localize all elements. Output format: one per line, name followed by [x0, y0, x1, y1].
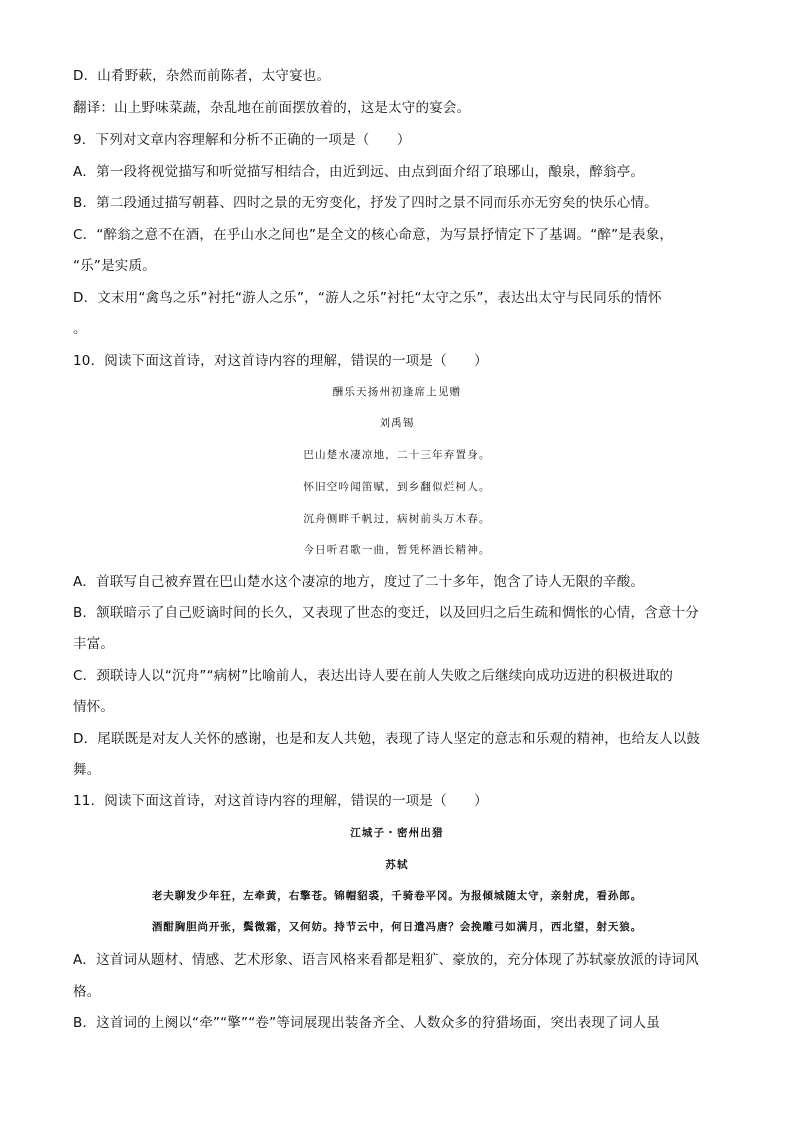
q11-poem-line: 老夫聊发少年狂，左牵黄，右擎苍。锦帽貂裘，千骑卷平冈。为报倾城随太守，亲射虎，看孙郎。: [151, 890, 643, 902]
q11-poem-title: 江城子・密州出猎: [350, 827, 444, 839]
q10-poem-line: 怀旧空吟闻笛赋，到乡翻似烂柯人。: [303, 481, 491, 493]
q11-option-b-line1: B．这首词的上阕以“牵”“擎”“卷”等词展现出装备齐全、人数众多的狩猎场面，突出表现了词人虽: [73, 1015, 660, 1031]
q11-stem: 11．阅读下面这首诗，对这首诗内容的理解，错误的一项是（ ）: [73, 793, 488, 809]
q10-poem-line: 沉舟侧畔千帆过，病树前头万木春。: [303, 513, 491, 525]
q9-option-a: A．第一段将视觉描写和听觉描写相结合，由近到远、由点到面介绍了琅琊山，酿泉，醉翁亭。: [73, 164, 645, 180]
q9-option-c-line2: “乐”是实质。: [73, 258, 156, 274]
q10-poem-title: 酬乐天扬州初逢席上见赠: [332, 386, 462, 398]
q10-option-c-line1: C．颈联诗人以“沉舟”“病树”比喻前人，表达出诗人要在前人失败之后继续向成功迈进的积极进取的: [73, 668, 674, 684]
q10-option-b-line2: 丰富。: [73, 636, 115, 652]
q11-option-a-line1: A．这首词从题材、情感、艺术形象、语言风格来看都是粗犷、豪放的，充分体现了苏轼豪放派的诗词风: [73, 952, 699, 968]
q10-option-c-line2: 情怀。: [73, 699, 115, 715]
q9-option-c-line1: C．“醉翁之意不在酒，在乎山水之间也”是全文的核心命意，为写景抒情定下了基调。“醉”是表象，: [73, 227, 674, 243]
q10-option-d-line1: D．尾联既是对友人关怀的感谢，也是和友人共勉，表现了诗人坚定的意志和乐观的精神，也给友人以鼓: [73, 731, 701, 747]
q9-option-b: B．第二段通过描写朝暮、四时之景的无穷变化，抒发了四时之景不同而乐亦无穷矣的快乐心情。: [73, 195, 658, 211]
q8-option-d: D．山肴野蔌，杂然而前陈者，太守宴也。: [73, 68, 331, 84]
q8-translation: 翻译：山上野味菜蔬，杂乱地在前面摆放着的，这是太守的宴会。: [73, 100, 471, 116]
q10-option-b-line1: B．颔联暗示了自己贬谪时间的长久，又表现了世态的变迁，以及回归之后生疏和惆怅的心情，含意十分: [73, 605, 699, 621]
q9-option-d-line1: D．文末用“禽鸟之乐”衬托“游人之乐”，“游人之乐”衬托“太守之乐”，表达出太守与民同乐的情怀: [73, 290, 662, 306]
q10-option-a: A．首联写自己被弃置在巴山楚水这个凄凉的地方，度过了二十多年，饱含了诗人无限的辛酸。: [73, 574, 645, 590]
q10-poem-author: 刘禹锡: [379, 417, 415, 429]
q10-option-d-line2: 舞。: [73, 762, 101, 778]
q9-option-d-line2: 。: [73, 321, 87, 337]
q9-stem: 9．下列对文章内容理解和分析不正确的一项是（ ）: [73, 132, 411, 148]
q11-option-a-line2: 格。: [73, 984, 101, 1000]
q11-poem-author: 苏轼: [385, 859, 409, 871]
q10-poem-line: 巴山楚水凄凉地，二十三年弃置身。: [303, 449, 491, 461]
q10-poem-line: 今日听君歌一曲，暂凭杯酒长精神。: [303, 544, 491, 556]
q11-poem-line: 酒酣胸胆尚开张，鬓微霜，又何妨。持节云中，何日遣冯唐？会挽雕弓如满月，西北望，射天狼。: [151, 921, 643, 933]
q10-stem: 10．阅读下面这首诗，对这首诗内容的理解，错误的一项是（ ）: [73, 353, 488, 369]
